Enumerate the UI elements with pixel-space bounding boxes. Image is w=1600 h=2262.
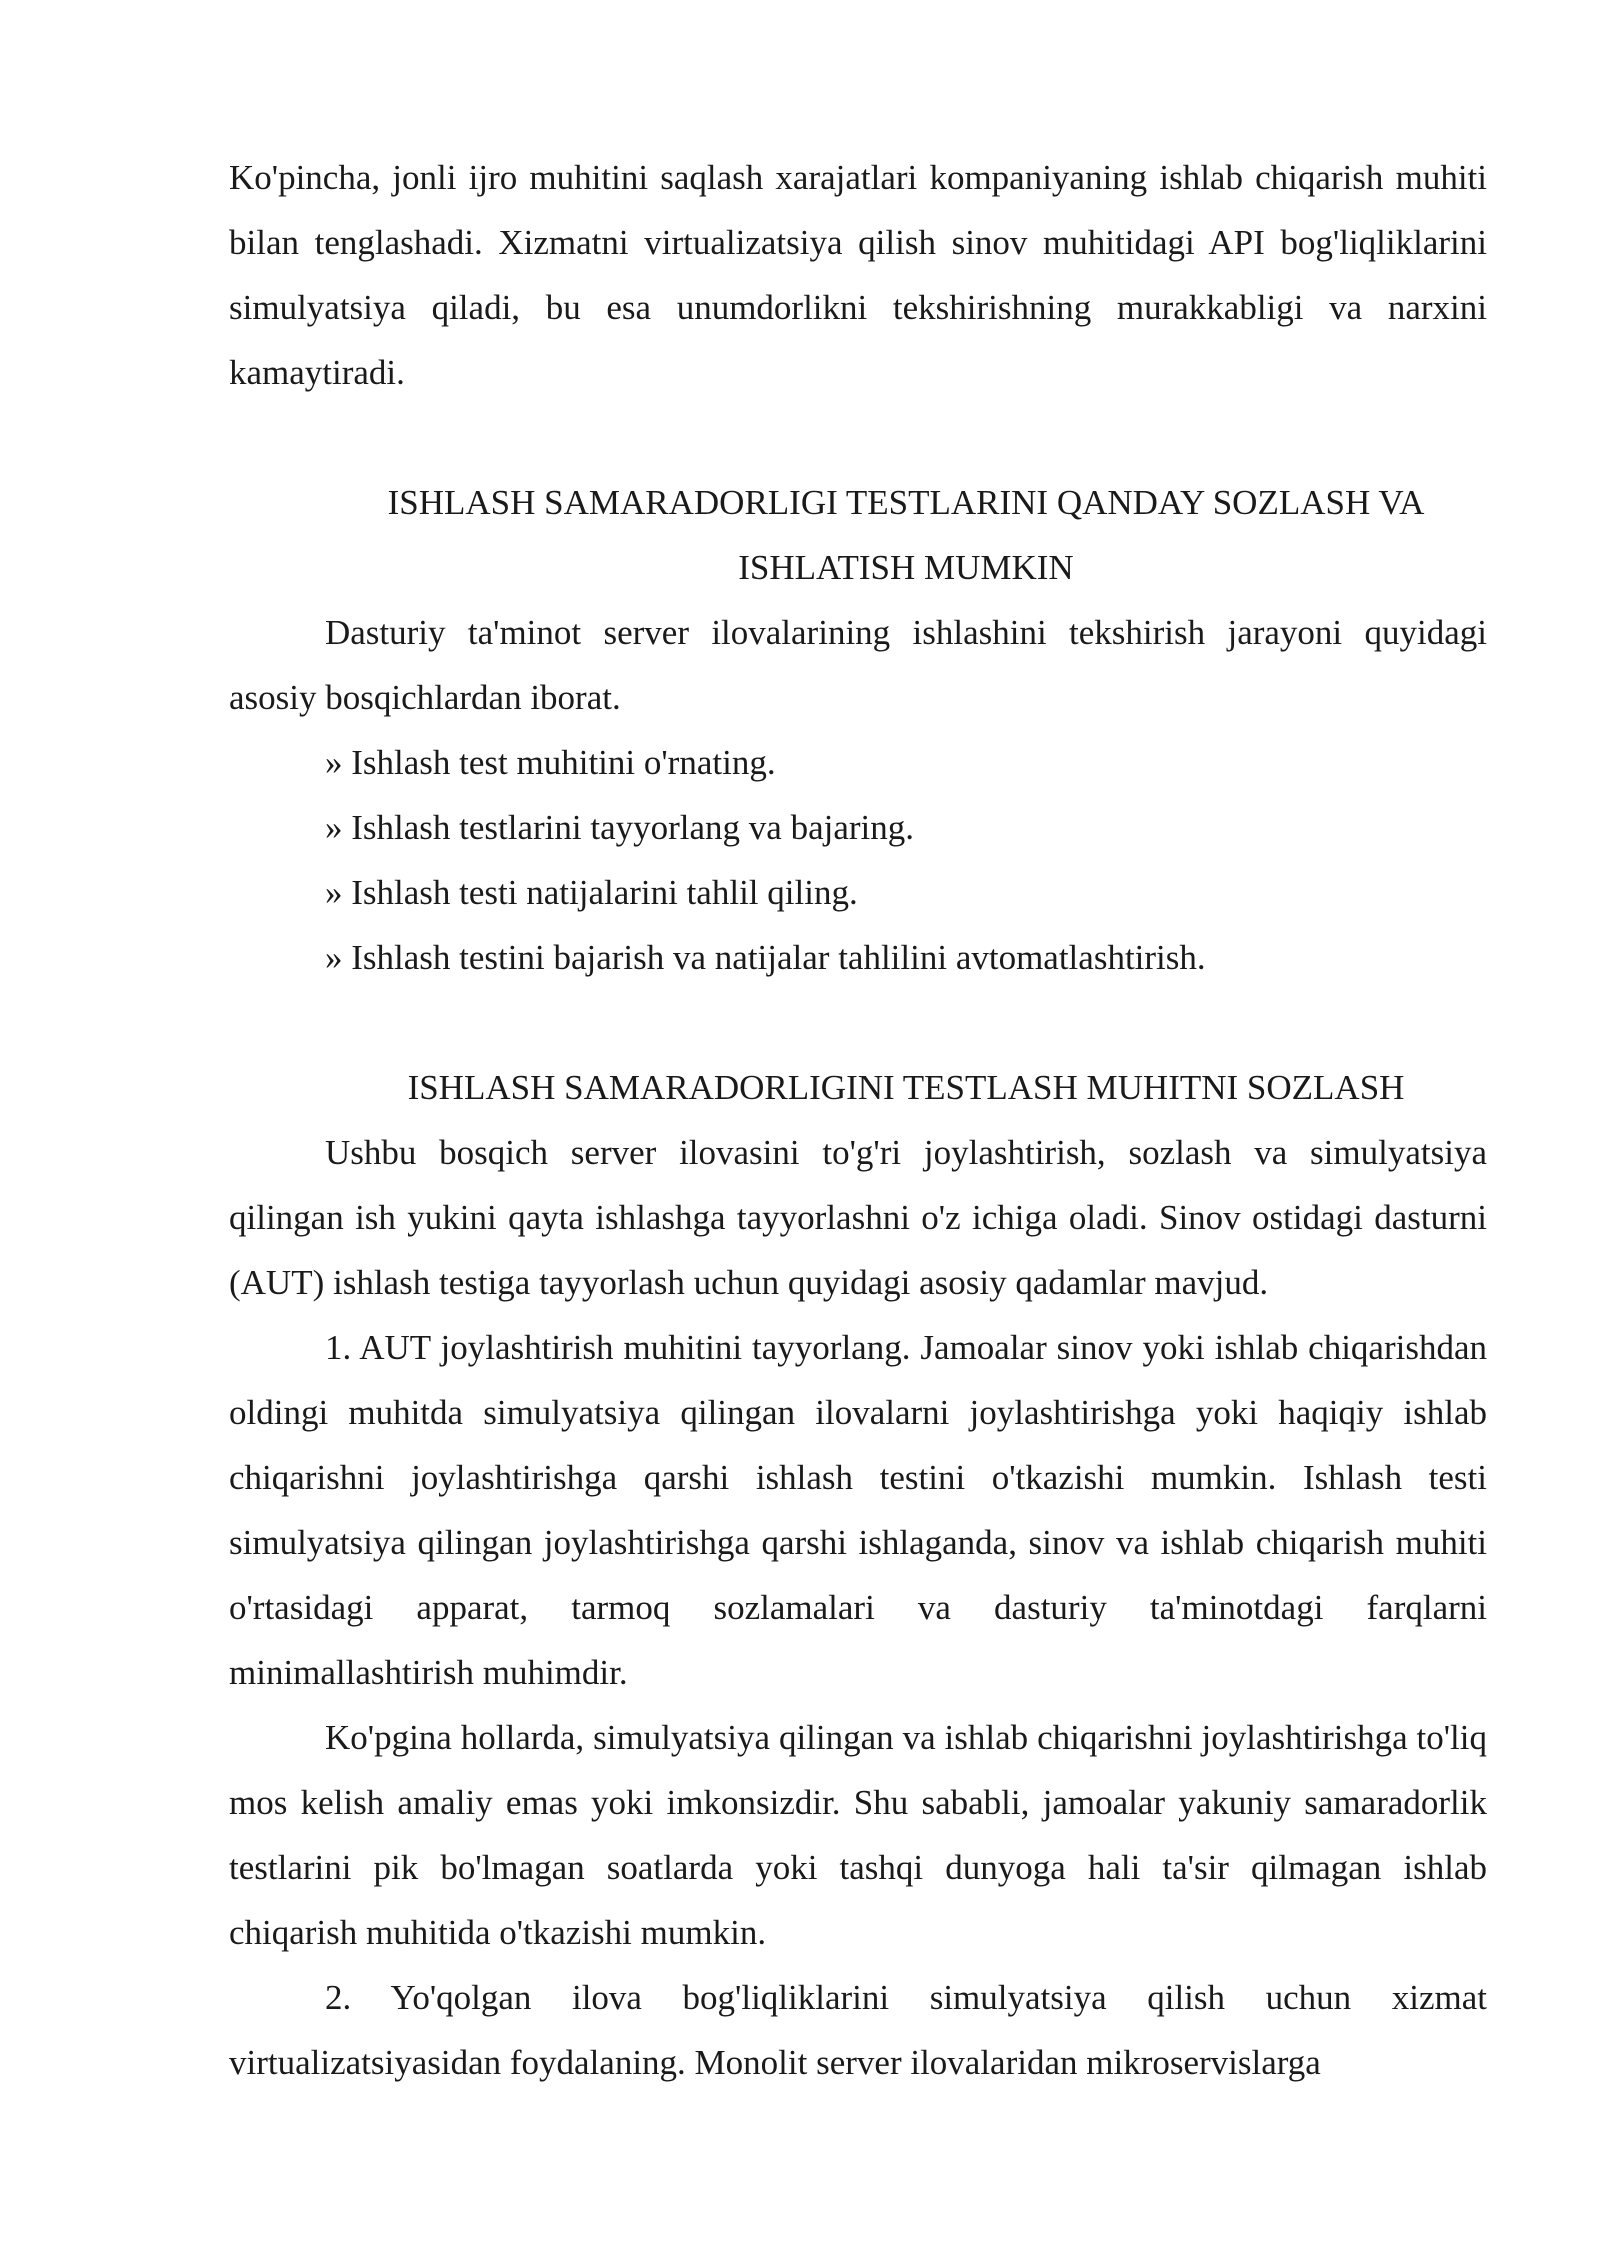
steps-bullet-list xyxy=(229,730,1487,990)
step-1-followup-paragraph: Ko'pgina hollarda, simulyatsiya qilingan va ishlab chiqarishni joylashtirishga to'liq mos kelish amaliy emas yoki imkonsizdir. Shu sababli, jamoalar yakuniy samaradorlik testlarini pik bo'lmagan soatlarda yoki tashqi dunyoga hali ta'sir qilmagan ishlab chiqarish muhitida o'tkazishi mumkin. xyxy=(229,1718,1487,1952)
intro-paragraph: Ko'pincha, jonli ijro muhitini saqlash xarajatlari kompaniyaning ishlab chiqarish muhiti bilan tenglashadi. Xizmatni virtualizatsiya qilish sinov muhitidagi API bog'liqliklarini simulyatsiya qiladi, bu esa unumdorlikni tekshirishning murakkabligi va narxini kamaytiradi. xyxy=(229,158,1487,392)
section-heading-environment: ISHLASH SAMARADORLIGINI TESTLASH MUHITNI SOZLASH xyxy=(407,1068,1405,1107)
bullet-item: » Ishlash test muhitini o'rnating. xyxy=(325,743,776,782)
section-heading-setup-and-run xyxy=(229,470,1487,600)
steps-intro-paragraph: Dasturiy ta'minot server ilovalarining ishlashini tekshirish jarayoni quyidagi asosiy bosqichlardan iborat. xyxy=(229,613,1487,717)
step-1-paragraph: 1. AUT joylashtirish muhitini tayyorlang. Jamoalar sinov yoki ishlab chiqarishdan oldingi muhitda simulyatsiya qilingan ilovalarni joylashtirishga yoki haqiqiy ishlab chiqarishni joylashtirishga qarshi ishlash testini o'tkazishi mumkin. Ishlash testi simulyatsiya qilingan joylashtirishga qarshi ishlaganda, sinov va ishlab chiqarish muhiti o'rtasidagi apparat, tarmoq sozlamalari va dasturiy ta'minotdagi farqlarni minimallashtirish muhimdir. xyxy=(229,1328,1487,1692)
section-heading-line-1: ISHLASH SAMARADORLIGI TESTLARINI QANDAY SOZLASH VA xyxy=(387,483,1425,522)
bullet-item: » Ishlash testini bajarish va natijalar tahlilini avtomatlashtirish. xyxy=(325,938,1206,977)
section-heading-line-2: ISHLATISH MUMKIN xyxy=(738,548,1074,587)
bullet-item: » Ishlash testi natijalarini tahlil qiling. xyxy=(325,873,858,912)
bullet-item: » Ishlash testlarini tayyorlang va bajaring. xyxy=(325,808,915,847)
spacer xyxy=(229,990,1487,1055)
step-2-paragraph: 2. Yo'qolgan ilova bog'liqliklarini simulyatsiya qilish uchun xizmat virtualizatsiyasidan foydalaning. Monolit server ilovalaridan mikroservislarga xyxy=(229,1978,1487,2082)
environment-intro-paragraph: Ushbu bosqich server ilovasini to'g'ri joylashtirish, sozlash va simulyatsiya qilingan ish yukini qayta ishlashga tayyorlashni o'z ichiga oladi. Sinov ostidagi dasturni (AUT) ishlash testiga tayyorlash uchun quyidagi asosiy qadamlar mavjud. xyxy=(229,1133,1487,1302)
document-body xyxy=(229,145,1487,2095)
spacer xyxy=(229,405,1487,470)
